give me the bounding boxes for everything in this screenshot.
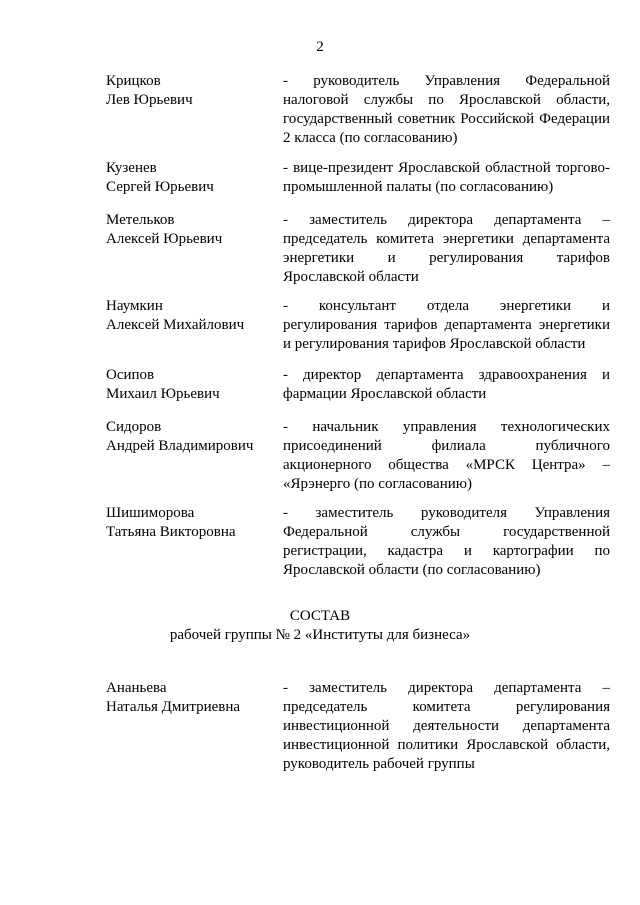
section-subtitle: рабочей группы № 2 «Институты для бизнеса» <box>169 627 471 643</box>
role-line: присоединений филиала публичного <box>283 438 610 454</box>
member-name <box>106 418 276 456</box>
role-line: и регулирования тарифов Ярославской области <box>283 336 586 352</box>
role-line: - руководитель Управления Федеральной <box>283 73 610 89</box>
member-surname: Метельков <box>106 212 175 228</box>
role-line: - заместитель директора департамента – <box>283 680 610 696</box>
role-line: налоговой службы по Ярославской области, <box>283 92 610 108</box>
role-line: инвестиционной деятельности департамента <box>283 718 610 734</box>
member-given-names: Алексей Михайлович <box>106 317 245 333</box>
member-role <box>283 679 610 774</box>
member-name <box>106 72 276 110</box>
role-line: инвестиционной политики Ярославской области, <box>283 737 610 753</box>
role-line: - директор департамента здравоохранения и <box>283 367 610 383</box>
member-surname: Осипов <box>106 367 155 383</box>
member-name <box>106 159 276 197</box>
role-line: - заместитель директора департамента – <box>283 212 610 228</box>
role-line: председатель комитета энергетики департамента <box>283 231 610 247</box>
member-given-names: Наталья Дмитриевна <box>106 699 241 715</box>
role-line: 2 класса (по согласованию) <box>283 130 458 146</box>
member-given-names: Андрей Владимирович <box>106 438 254 454</box>
page-number: 2 <box>316 39 324 55</box>
member-given-names: Алексей Юрьевич <box>106 231 223 247</box>
role-line: «Ярэнерго (по согласованию) <box>283 476 472 492</box>
member-given-names: Сергей Юрьевич <box>106 179 214 195</box>
role-line: акционерного общества «МРСК Центра» – <box>283 457 610 473</box>
member-surname: Ананьева <box>106 680 167 696</box>
member-surname: Наумкин <box>106 298 163 314</box>
role-line: Федеральной службы государственной <box>283 524 610 540</box>
role-line: государственный советник Российской Федерации <box>283 111 610 127</box>
member-name <box>106 366 276 404</box>
role-line: Ярославской области (по согласованию) <box>283 562 541 578</box>
member-name <box>106 211 276 249</box>
role-line: регистрации, кадастра и картографии по <box>283 543 610 559</box>
role-line: руководитель рабочей группы <box>283 756 475 772</box>
member-surname: Сидоров <box>106 419 162 435</box>
member-role <box>283 159 610 197</box>
section-title: СОСТАВ <box>289 608 351 624</box>
member-given-names: Лев Юрьевич <box>106 92 193 108</box>
member-given-names: Татьяна Викторовна <box>106 524 236 540</box>
member-role <box>283 418 610 494</box>
section-heading <box>0 607 640 645</box>
role-line: - вице-президент Ярославской областной торгово- <box>283 160 610 176</box>
member-role <box>283 504 610 580</box>
role-line: - консультант отдела энергетики и <box>283 298 610 314</box>
role-line: Ярославской области <box>283 269 419 285</box>
role-line: - заместитель руководителя Управления <box>283 505 610 521</box>
member-role <box>283 297 610 354</box>
member-role <box>283 72 610 148</box>
role-line: промышленной палаты (по согласованию) <box>283 179 554 195</box>
role-line: фармации Ярославской области <box>283 386 487 402</box>
member-name <box>106 679 276 717</box>
role-line: - начальник управления технологических <box>283 419 610 435</box>
member-name <box>106 297 276 335</box>
member-surname: Кузенев <box>106 160 157 176</box>
member-role <box>283 211 610 287</box>
role-line: регулирования тарифов департамента энергетики <box>283 317 610 333</box>
role-line: энергетики и регулирования тарифов <box>283 250 610 266</box>
member-surname: Шишиморова <box>106 505 195 521</box>
member-name <box>106 504 276 542</box>
member-given-names: Михаил Юрьевич <box>106 386 220 402</box>
role-line: председатель комитета регулирования <box>283 699 610 715</box>
member-surname: Крицков <box>106 73 161 89</box>
member-role <box>283 366 610 404</box>
